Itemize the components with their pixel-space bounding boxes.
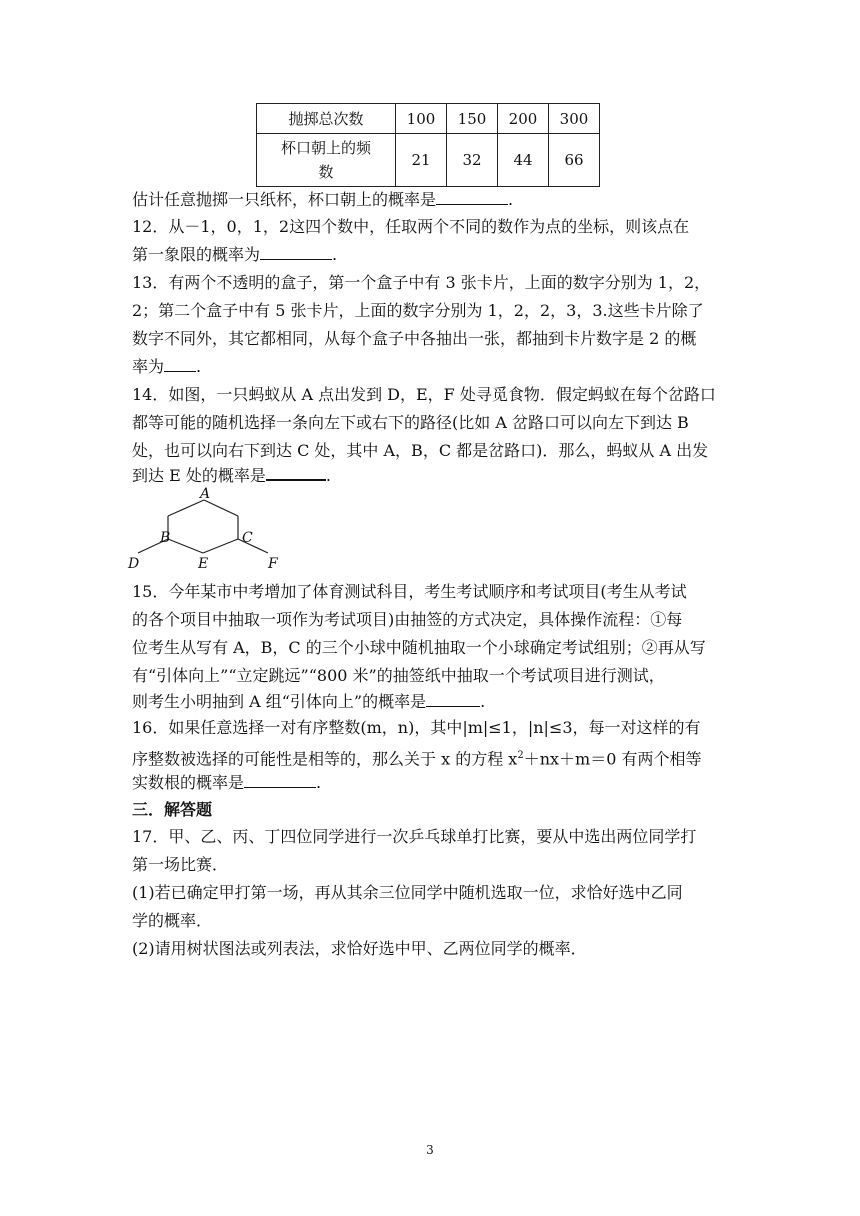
ant-path-figure xyxy=(124,486,294,572)
label-f: F xyxy=(268,556,278,572)
q17-line: 学的概率． xyxy=(132,911,213,930)
q12-line: 第一象限的概率为 . xyxy=(132,245,338,264)
q12-line: 12．从－1，0，1，2这四个数中，任取两个不同的数作为点的坐标，则该点在 xyxy=(132,217,690,236)
q14-line: 都等可能的随机选择一条向左下或右下的路径(比如 A 岔路口可以向左下到达 B xyxy=(132,413,689,432)
label-d: D xyxy=(128,556,140,572)
q16-line: 16．如果任意选择一对有序整数(m，n)，其中|m|≤1，|n|≤3，每一对这样的有 xyxy=(132,718,701,737)
table-cell: 150 xyxy=(447,104,498,134)
table-cell: 100 xyxy=(396,104,447,134)
q15-line: 15．今年某市中考增加了体育测试科目，考生考试顺序和考试项目(考生从考试 xyxy=(132,582,687,601)
q11-tail: 估计任意抛掷一只纸杯，杯口朝上的概率是 . xyxy=(132,190,514,209)
table-cell: 32 xyxy=(447,134,498,187)
table-cell: 300 xyxy=(549,104,600,134)
table-cell: 200 xyxy=(498,104,549,134)
frequency-table xyxy=(256,103,600,187)
q14-line: 14．如图，一只蚂蚁从 A 点出发到 D，E，F 处寻觅食物．假定蚂蚁在每个岔路口 xyxy=(132,385,716,404)
q13-line: 率为 . xyxy=(132,357,202,376)
table-cell: 21 xyxy=(396,134,447,187)
answer-blank[interactable] xyxy=(260,245,332,260)
label-c: C xyxy=(242,530,253,546)
q15-line: 位考生从写有 A，B，C 的三个小球中随机抽取一个小球确定考试组别；②再从写 xyxy=(132,638,706,657)
table-cell: 44 xyxy=(498,134,549,187)
answer-blank[interactable] xyxy=(436,190,508,205)
answer-blank[interactable] xyxy=(244,773,316,788)
q15-line: 则考生小明抽到 A 组“引体向上”的概率是 . xyxy=(132,692,486,711)
q13-line: 2；第二个盒子中有 5 张卡片，上面的数字分别为 1，2，2，3，3.这些卡片除了 xyxy=(132,301,704,320)
edge-ac xyxy=(204,500,238,516)
table-header-cell: 杯口朝上的频 数 xyxy=(257,134,396,187)
edge-be xyxy=(168,539,203,553)
q17-line: (2)请用树状图法或列表法，求恰好选中甲、乙两位同学的概率． xyxy=(132,939,587,958)
q14-line: 处，也可以向右下到达 C 处，其中 A，B，C 都是岔路口)．那么，蚂蚁从 A 出发 xyxy=(132,441,709,460)
label-e: E xyxy=(198,556,209,572)
answer-blank[interactable] xyxy=(164,357,196,372)
table-row xyxy=(257,134,600,187)
page-number: 3 xyxy=(426,1143,434,1157)
q15-line: 有“引体向上”“立定跳远”“800 米”的抽签纸中抽取一个考试项目进行测试， xyxy=(132,666,665,685)
table-header-cell: 抛掷总次数 xyxy=(257,104,396,134)
edge-ce xyxy=(203,539,238,553)
q17-line: (1)若已确定甲打第一场，再从其余三位同学中随机选取一位，求恰好选中乙同 xyxy=(132,883,683,902)
answer-blank[interactable] xyxy=(266,465,326,481)
edge-ab xyxy=(168,500,204,516)
section-heading: 三．解答题 xyxy=(132,800,213,819)
answer-blank[interactable] xyxy=(426,692,480,707)
q17-line: 第一场比赛． xyxy=(132,855,229,874)
q13-line: 数字不同外，其它都相同，从每个盒子中各抽出一张，都抽到卡片数字是 2 的概 xyxy=(132,329,697,348)
table-cell: 66 xyxy=(549,134,600,187)
q16-line: 序整数被选择的可能性是相等的，那么关于 x 的方程 $x^2+nx+m=0$ 有两个相等 xyxy=(132,749,702,769)
label-b: B xyxy=(160,530,171,546)
q16-line: 实数根的概率是 . xyxy=(132,773,322,792)
q13-line: 13．有两个不透明的盒子，第一个盒子中有 3 张卡片，上面的数字分别为 1，2， xyxy=(132,273,711,292)
q15-line: 的各个项目中抽取一项作为考试项目)由抽签的方式决定，具体操作流程：①每 xyxy=(132,610,683,629)
q17-line: 17．甲、乙、丙、丁四位同学进行一次乒乓球单打比赛，要从中选出两位同学打 xyxy=(132,827,697,846)
label-a: A xyxy=(200,486,211,502)
table-row xyxy=(257,104,600,134)
q14-line: 到达 E 处的概率是 . xyxy=(132,466,331,485)
